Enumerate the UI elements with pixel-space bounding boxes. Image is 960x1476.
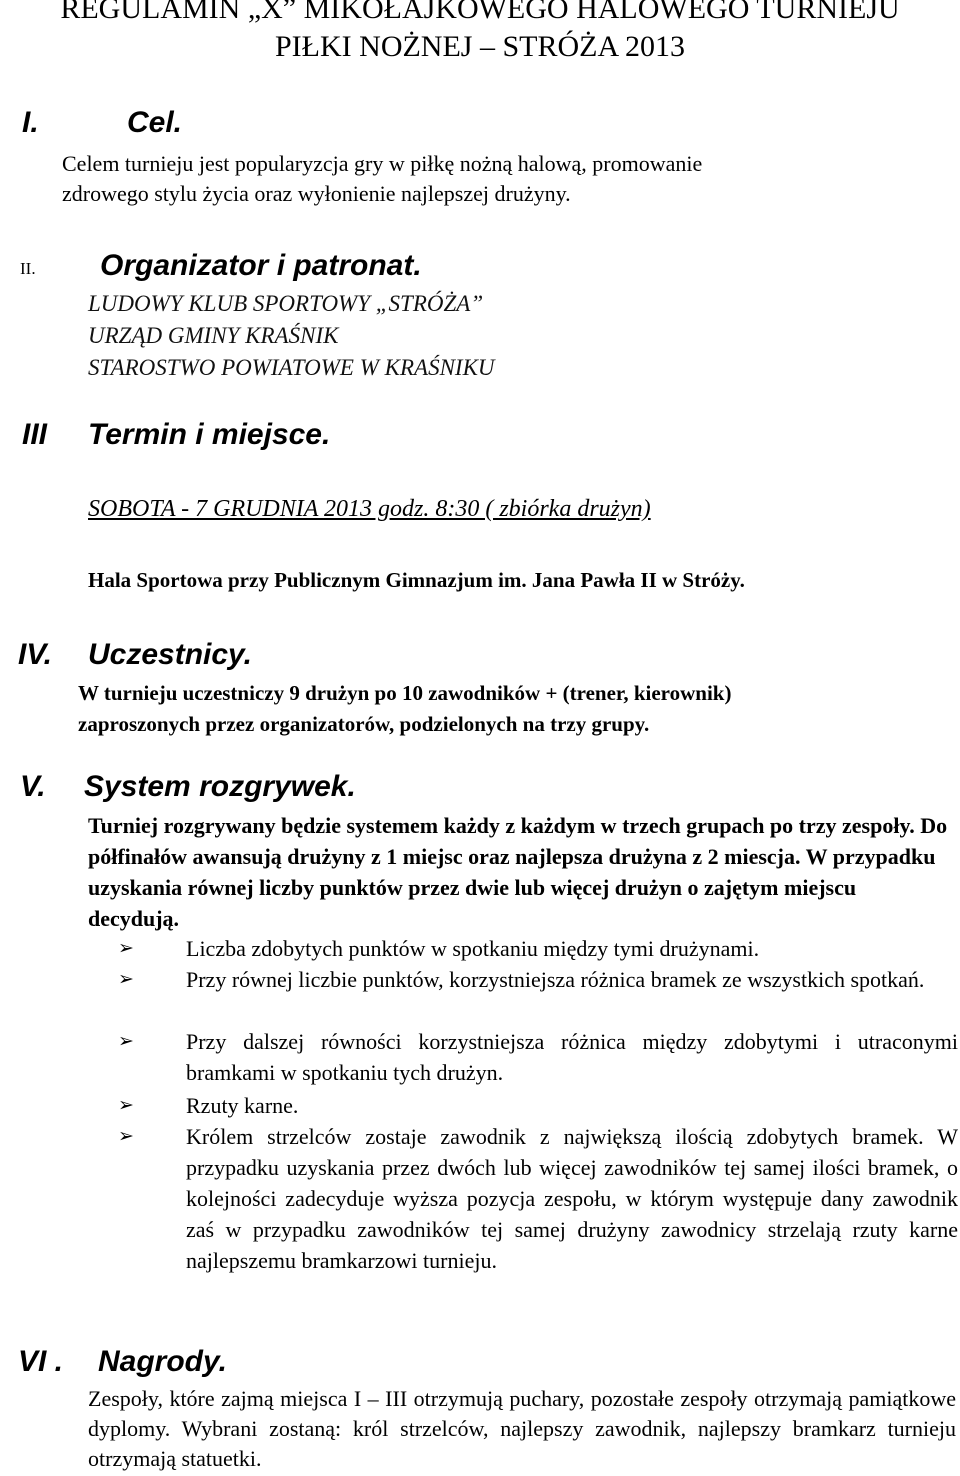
top-scorer-rule: Królem strzelców zostaje zawodnik z największą ilością zdobytych bramek. W przypadku uzyskania przez dwóch lub więcej zawodników tej samej ilości bramek, o kolejności zadecyduje wyższa pozycja zespołu, w którym występuje dany zawodnik zaś w przypadku zawodników tej samej drużyny zawodnicy strzelają rzuty karne najlepszemu bramkarzowi turnieju. — [186, 1124, 958, 1273]
section-1-heading: Cel. — [127, 106, 183, 139]
section-4-heading: Uczestnicy. — [88, 638, 252, 671]
tiebreak-rule-1: Liczba zdobytych punktów w spotkaniu między tymi drużynami. — [186, 936, 760, 961]
tiebreak-rule-4: Rzuty karne. — [186, 1093, 299, 1118]
system-rule-text-a: Turniej rozgrywany będzie systemem każdy z każdym w trzech grupach po trzy zespoły. — [88, 813, 915, 838]
system-rule-text-b: Do półfinałów awansują drużyny z 1 miejsc oraz najlepsza drużyna z 2 miescja. — [88, 813, 948, 869]
event-place: Hala Sportowa przy Publicznym Gimnazjum im. Jana Pawła II w Stróży. — [88, 568, 745, 592]
organizer-2: URZĄD GMINY KRAŚNIK — [88, 323, 339, 348]
section-5-heading: System rozgrywek. — [84, 770, 356, 803]
arrowhead-bullet-icon: ➢ — [118, 1094, 134, 1116]
tiebreak-rule-3: Przy dalszej równości korzystniejsza różnica między zdobytymi i utraconymi bramkami w spotkaniu tych drużyn. — [186, 1029, 958, 1085]
section-5-paragraph — [88, 810, 948, 934]
tiebreak-rule-2: Przy równej liczbie punktów, korzystniejsza różnica bramek ze wszystkich spotkań. — [186, 967, 925, 992]
arrowhead-bullet-icon: ➢ — [118, 968, 134, 990]
section-2-number: II. — [20, 259, 36, 278]
organizer-1: LUDOWY KLUB SPORTOWY „STRÓŻA” — [88, 291, 484, 316]
section-5-number: V. — [20, 770, 46, 803]
section-4-number: IV. — [18, 638, 52, 671]
organizer-3: STAROSTWO POWIATOWE W KRAŚNIKU — [88, 355, 495, 380]
section-3-number: III — [22, 418, 48, 451]
arrowhead-bullet-icon: ➢ — [118, 937, 134, 959]
section-4-text-line-1: W turnieju uczestniczy 9 drużyn po 10 zawodników + (trener, kierownik) — [78, 681, 732, 705]
arrowhead-bullet-icon: ➢ — [118, 1125, 134, 1147]
section-1-text-line-2: zdrowego stylu życia oraz wyłonienie najlepszej drużyny. — [62, 181, 571, 206]
section-4-text-line-2: zaproszonych przez organizatorów, podzielonych na trzy grupy. — [78, 712, 650, 736]
arrowhead-bullet-icon: ➢ — [118, 1030, 134, 1052]
section-3-heading: Termin i miejsce. — [88, 418, 331, 451]
section-2-heading: Organizator i patronat. — [100, 249, 422, 282]
document-title-line-2: PIŁKI NOŻNEJ – STRÓŻA 2013 — [275, 30, 685, 63]
section-6-number: VI . — [18, 1345, 64, 1378]
section-6-heading: Nagrody. — [98, 1345, 227, 1378]
system-rule-text-c: W przypadku uzyskania równej liczby punktów przez dwie lub więcej drużyn o zajętym miejscu decydują. — [88, 844, 936, 931]
event-date: SOBOTA - 7 GRUDNIA 2013 godz. 8:30 ( zbiórka drużyn) — [88, 496, 651, 522]
document-title-line-1: REGULAMIN „X” MIKOŁAJKOWEGO HALOWEGO TURNIEJU — [60, 0, 900, 25]
prizes-text: Zespoły, które zajmą miejsca I – III otrzymują puchary, pozostałe zespoły otrzymają pamiątkowe dyplomy. Wybrani zostaną: król strzelców, najlepszy zawodnik, najlepszy bramkarz turnieju otrzymają statuetki. — [88, 1386, 956, 1471]
section-1-text-line-1: Celem turnieju jest popularyzcja gry w piłkę nożną halową, promowanie — [62, 151, 703, 176]
section-1-number: I. — [22, 106, 39, 139]
